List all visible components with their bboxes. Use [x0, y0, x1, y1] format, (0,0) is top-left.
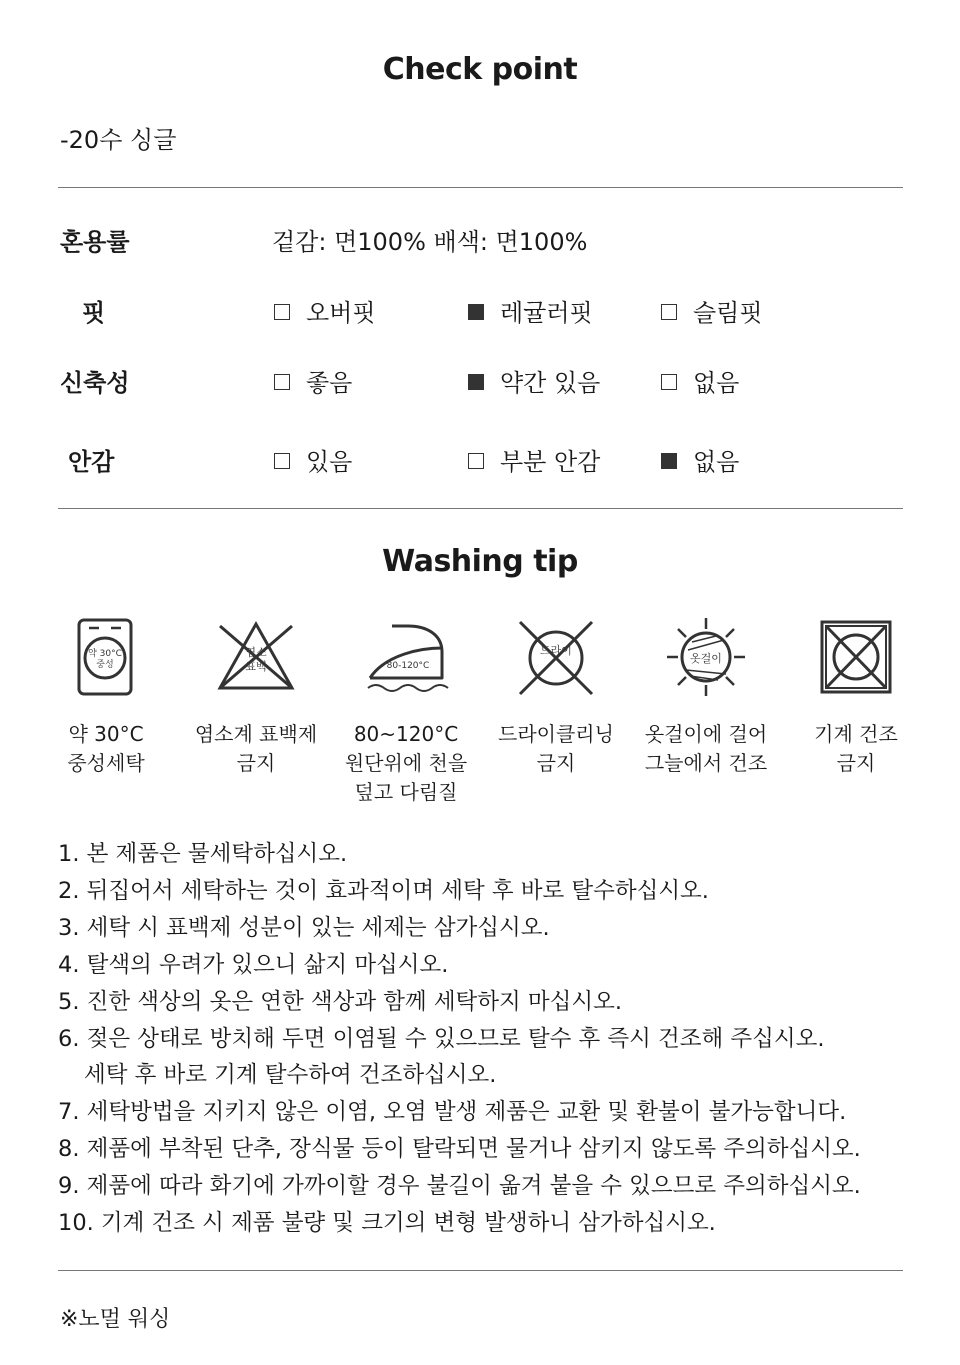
- list-item: 8. 제품에 부착된 단추, 장식물 등이 탈락되면 물거나 삼키지 않도록 주의하십시오.: [58, 1136, 861, 1163]
- list-item: 3. 세탁 시 표백제 성분이 있는 세제는 삼가십시오.: [58, 914, 550, 941]
- fit-label: 핏: [82, 299, 106, 327]
- svg-text:80-120°C: 80-120°C: [386, 661, 430, 671]
- care-caption: 염소계 표백제 금지: [194, 722, 318, 775]
- list-item: 1. 본 제품은 물세탁하십시오.: [58, 841, 348, 867]
- care-instructions-list: [58, 836, 861, 1242]
- check-point-title: Check point: [382, 52, 578, 87]
- fit-option-slim: 슬림핏: [661, 293, 763, 328]
- composition-value: 겉감: 면100% 배색: 면100%: [272, 228, 588, 256]
- stretch-row: [0, 363, 960, 403]
- svg-text:약 30°C: 약 30°C: [88, 649, 122, 659]
- lining-label: 안감: [68, 448, 115, 476]
- checkbox-checked-icon: [468, 304, 484, 320]
- checkbox-icon: [274, 304, 290, 320]
- care-caption: 기계 건조 금지: [814, 722, 898, 775]
- stretch-option-some: 약간 있음: [468, 363, 600, 398]
- list-item: 7. 세탁방법을 지키지 않은 이염, 오염 발생 제품은 교환 및 환불이 불가능합니다.: [58, 1099, 847, 1126]
- list-item: 9. 제품에 따라 화기에 가까이할 경우 불길이 옮겨 붙을 수 있으므로 주의하십시오.: [58, 1173, 861, 1200]
- stretch-option-good: 좋음: [274, 363, 352, 398]
- care-caption: 약 30°C 중성세탁: [67, 722, 145, 775]
- divider: [58, 187, 903, 188]
- hang-dry-shade-icon: [656, 612, 756, 702]
- no-bleach-icon: [206, 612, 306, 702]
- list-item: 5. 진한 색상의 옷은 연한 색상과 함께 세탁하지 마십시오.: [58, 988, 623, 1015]
- lining-option-yes: 있음: [274, 442, 352, 477]
- composition-row: [0, 222, 960, 262]
- lining-option-none: 없음: [661, 442, 739, 477]
- list-item-continuation: 세탁 후 바로 기계 탈수하여 건조하십시오.: [84, 1062, 497, 1089]
- lining-row: [0, 442, 960, 482]
- care-caption: 80~120°C 원단위에 천을 덮고 다림질: [344, 722, 468, 804]
- no-tumble-dry-icon: [806, 612, 906, 702]
- fabric-spec: -20수 싱글: [60, 126, 177, 154]
- iron-icon: [356, 612, 456, 702]
- checkbox-icon: [661, 374, 677, 390]
- svg-text:표백: 표백: [245, 660, 267, 673]
- checkbox-icon: [468, 453, 484, 469]
- list-item: 2. 뒤집어서 세탁하는 것이 효과적이며 세탁 후 바로 탈수하십시오.: [58, 877, 709, 904]
- svg-text:중성: 중성: [96, 660, 114, 670]
- svg-text:옷걸이: 옷걸이: [690, 652, 722, 665]
- divider: [58, 508, 903, 509]
- washing-machine-icon: [56, 612, 156, 702]
- checkbox-icon: [661, 304, 677, 320]
- checkbox-icon: [274, 374, 290, 390]
- svg-text:염소: 염소: [245, 646, 267, 659]
- stretch-label: 신축성: [60, 369, 130, 397]
- checkbox-checked-icon: [661, 453, 677, 469]
- svg-text:드라이: 드라이: [540, 644, 572, 657]
- footnote: ※노멀 워싱: [60, 1307, 171, 1332]
- checkbox-checked-icon: [468, 374, 484, 390]
- checkbox-icon: [274, 453, 290, 469]
- list-item: 6. 젖은 상태로 방치해 두면 이염될 수 있으므로 탈수 후 즉시 건조해 주십시오.: [58, 1025, 825, 1052]
- no-dry-clean-icon: [506, 612, 606, 702]
- stretch-option-none: 없음: [661, 363, 739, 398]
- care-caption: 드라이클리닝 금지: [498, 722, 614, 775]
- fit-row: [0, 293, 960, 333]
- care-caption: 옷걸이에 걸어 그늘에서 건조: [644, 722, 768, 775]
- divider: [58, 1270, 903, 1271]
- fit-option-regular: 레귤러핏: [468, 293, 593, 328]
- list-item: 10. 기계 건조 시 제품 불량 및 크기의 변형 발생하니 삼가하십시오.: [58, 1210, 716, 1237]
- lining-option-partial: 부분 안감: [468, 442, 600, 477]
- fit-option-over: 오버핏: [274, 293, 376, 328]
- list-item: 4. 탈색의 우려가 있으니 삶지 마십시오.: [58, 951, 449, 978]
- composition-label: 혼용률: [60, 228, 130, 256]
- washing-tip-title: Washing tip: [382, 544, 578, 579]
